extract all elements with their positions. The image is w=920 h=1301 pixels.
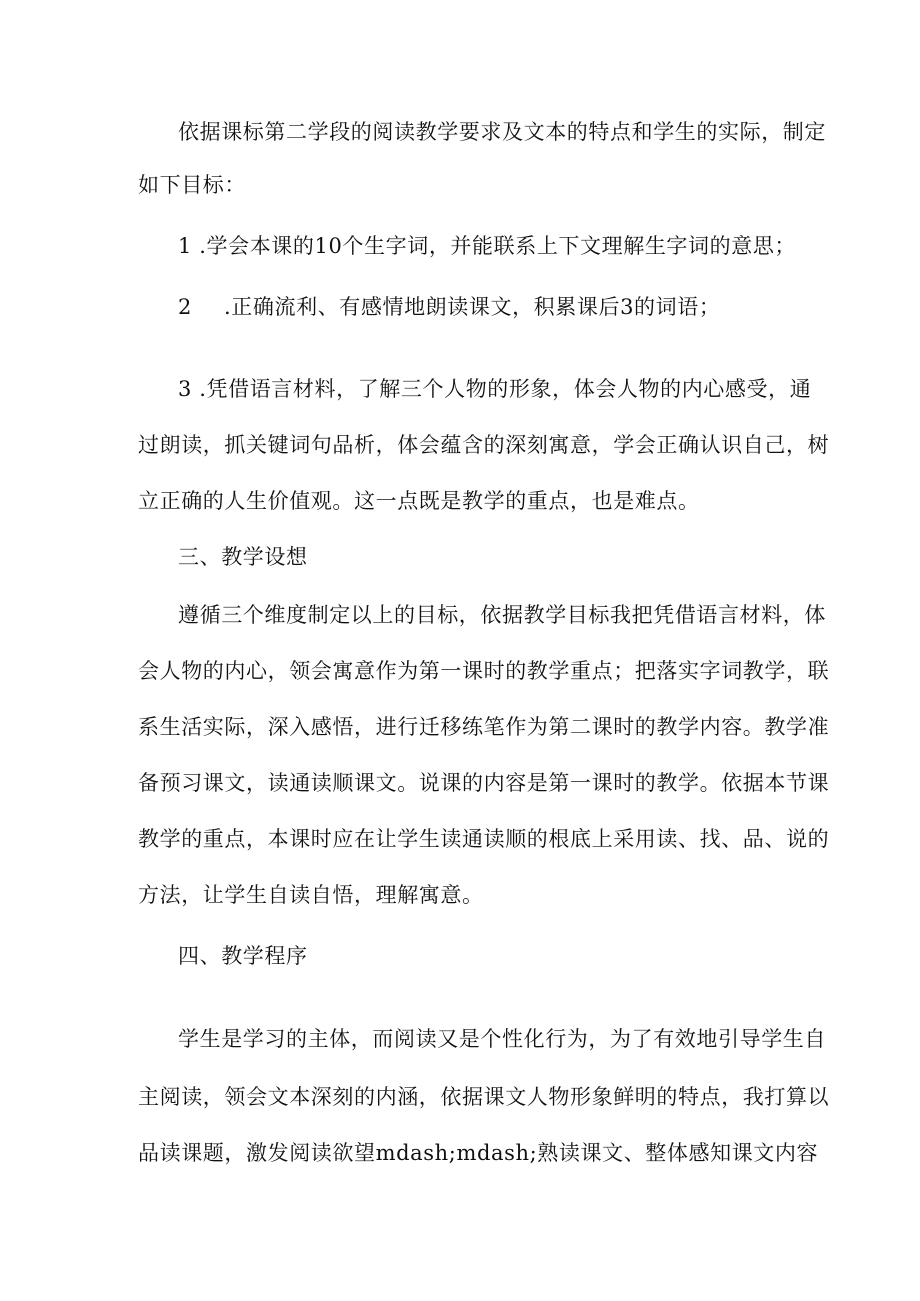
- paragraph-line: 遵循三个维度制定以上的目标，依据教学目标我把凭借语言材料，体: [178, 603, 826, 627]
- goal-item-3: 3 .凭借语言材料，了解三个人物的形象，体会人物的内心感受，通: [178, 377, 812, 401]
- paragraph-line: 过朗读，抓关键词句品析，体会蕴含的深刻寓意，学会正确认识自己，树: [138, 433, 830, 457]
- goal-item-1: 1 .学会本课的10个生字词，并能联系上下文理解生字词的意思；: [178, 234, 797, 258]
- section-heading-3: 三、教学设想: [178, 545, 308, 569]
- paragraph-line: 立正确的人生价值观。这一点既是教学的重点，也是难点。: [138, 489, 700, 513]
- section-heading-4: 四、教学程序: [178, 944, 308, 968]
- goal-item-2-text: .正确流利、有感情地朗读课文，积累课后3的词语；: [224, 295, 721, 319]
- paragraph-line: 品读课题，激发阅读欲望mdash;mdash;熟读课文、整体感知课文内容: [138, 1141, 819, 1165]
- paragraph-line: 会人物的内心，领会寓意作为第一课时的教学重点；把落实字词教学，联: [138, 659, 830, 683]
- paragraph-line: 教学的重点，本课时应在让学生读通读顺的根底上采用读、找、品、说的: [138, 827, 830, 851]
- paragraph-line: 依据课标第二学段的阅读教学要求及文本的特点和学生的实际，制定: [178, 120, 826, 144]
- paragraph-line: 学生是学习的主体，而阅读又是个性化行为，为了有效地引导学生自: [178, 1027, 826, 1051]
- goal-item-2-number: 2: [178, 295, 192, 319]
- goal-item-2: [178, 293, 720, 321]
- paragraph-line: 备预习课文，读通读顺课文。说课的内容是第一课时的教学。依据本节课: [138, 771, 830, 795]
- paragraph-line: 主阅读，领会文本深刻的内涵，依据课文人物形象鲜明的特点，我打算以: [138, 1085, 830, 1109]
- paragraph-line: 方法，让学生自读自悟，理解寓意。: [138, 883, 484, 907]
- paragraph-line: 系生活实际，深入感悟，进行迁移练笔作为第二课时的教学内容。教学准: [138, 715, 830, 739]
- paragraph-line: 如下目标：: [138, 173, 246, 197]
